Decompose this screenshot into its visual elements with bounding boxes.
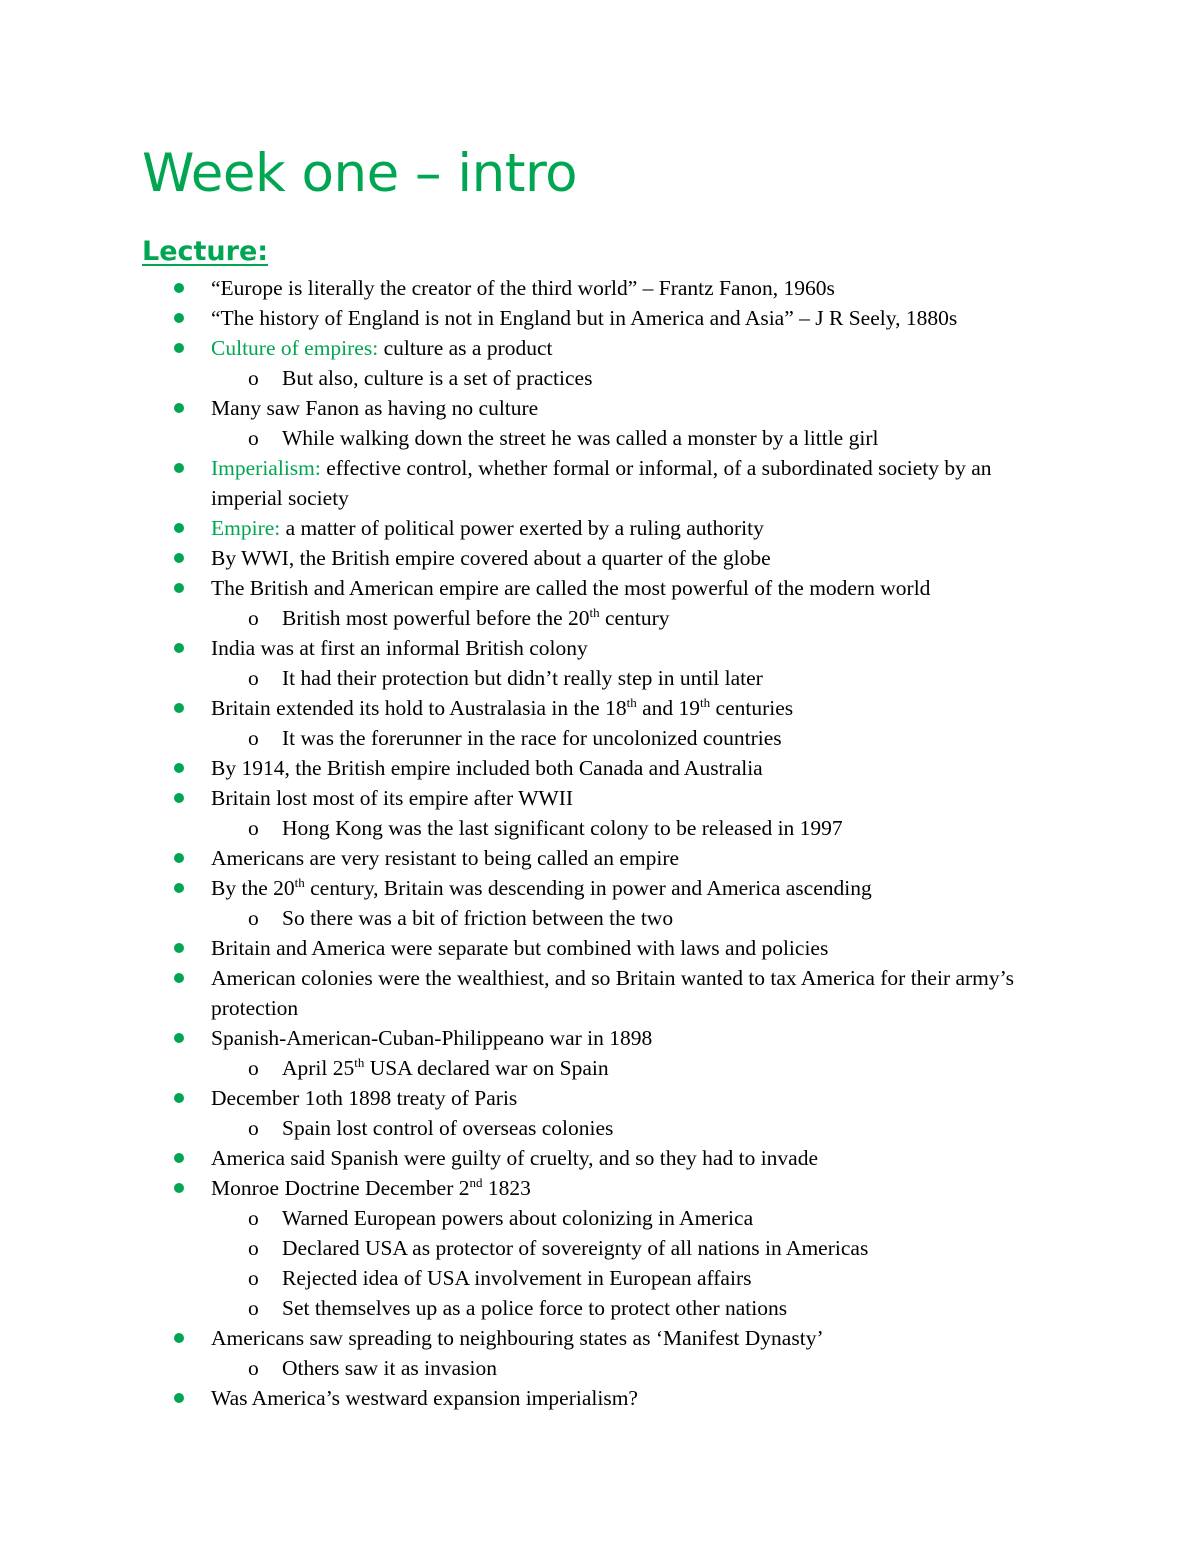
list-item-text xyxy=(282,816,843,840)
text-span: “The history of England is not in England but in America and Asia” – J R Seely, 1880s xyxy=(211,306,958,330)
bullet-dot-icon xyxy=(174,553,184,563)
text-span: Was America’s westward expansion imperialism? xyxy=(211,1386,638,1410)
text-span: 1823 xyxy=(482,1176,531,1200)
list-item-text xyxy=(282,666,763,690)
list-item xyxy=(0,783,1200,813)
sub-list-item xyxy=(0,423,1200,453)
ordinal-suffix: th xyxy=(589,604,600,620)
text-span: So there was a bit of friction between the two xyxy=(282,906,674,930)
list-item-text xyxy=(211,396,538,420)
text-span: Declared USA as protector of sovereignty of all nations in Americas xyxy=(282,1236,869,1260)
ordinal-suffix: th xyxy=(294,874,305,890)
page-title: Week one – intro xyxy=(142,143,578,204)
sub-list-item xyxy=(0,1263,1200,1293)
term-label: Culture of empires: xyxy=(211,336,379,360)
text-span: century, Britain was descending in power and America ascending xyxy=(304,876,872,900)
list-item-text xyxy=(211,1086,517,1110)
text-span: Many saw Fanon as having no culture xyxy=(211,396,539,420)
list-item-text xyxy=(282,1356,497,1380)
list-item-text xyxy=(282,1236,868,1260)
ordinal-suffix: th xyxy=(626,694,637,710)
text-span: While walking down the street he was called a monster by a little girl xyxy=(282,426,879,450)
bullet-dot-icon xyxy=(174,943,184,953)
lecture-notes-list xyxy=(0,273,1200,1413)
bullet-dot-icon xyxy=(174,1393,184,1403)
sub-bullet-icon: o xyxy=(248,1356,259,1380)
list-item-text xyxy=(282,1056,609,1080)
list-item-text xyxy=(211,1386,638,1410)
bullet-dot-icon xyxy=(174,1033,184,1043)
text-span: By the 20 xyxy=(211,876,295,900)
text-span: It was the forerunner in the race for uncolonized countries xyxy=(282,726,782,750)
list-item-text xyxy=(211,1326,824,1350)
sub-bullet-icon: o xyxy=(248,366,259,390)
text-span: Hong Kong was the last significant colony to be released in 1997 xyxy=(282,816,843,840)
list-item xyxy=(0,543,1200,573)
list-item-text xyxy=(282,906,673,930)
text-span: a matter of political power exerted by a ruling authority xyxy=(280,516,764,540)
list-item-text xyxy=(211,786,573,810)
text-span: April 25 xyxy=(282,1056,355,1080)
list-item-text xyxy=(211,306,957,330)
list-item xyxy=(0,963,1200,1023)
sub-list-item xyxy=(0,363,1200,393)
text-span: USA declared war on Spain xyxy=(364,1056,609,1080)
text-span: British most powerful before the 20 xyxy=(282,606,590,630)
bullet-dot-icon xyxy=(174,313,184,323)
sub-list-item xyxy=(0,723,1200,753)
sub-bullet-icon: o xyxy=(248,816,259,840)
text-span: Americans are very resistant to being called an empire xyxy=(211,846,680,870)
sub-bullet-icon: o xyxy=(248,1296,259,1320)
section-heading-lecture: Lecture: xyxy=(142,236,269,267)
list-item xyxy=(0,303,1200,333)
list-item xyxy=(0,753,1200,783)
sub-list-item xyxy=(0,663,1200,693)
list-item-text xyxy=(211,936,828,960)
sub-list-item xyxy=(0,813,1200,843)
list-item-text xyxy=(211,456,992,510)
bullet-dot-icon xyxy=(174,283,184,293)
sub-bullet-icon: o xyxy=(248,1266,259,1290)
list-item-text xyxy=(282,1266,751,1290)
bullet-dot-icon xyxy=(174,523,184,533)
text-span: It had their protection but didn’t really step in until later xyxy=(282,666,763,690)
text-span: effective control, whether formal or informal, of a subordinated society by an imperial society xyxy=(211,456,992,510)
sub-bullet-icon: o xyxy=(248,1056,259,1080)
text-span: Warned European powers about colonizing in America xyxy=(282,1206,754,1230)
list-item-text xyxy=(211,336,553,360)
bullet-dot-icon xyxy=(174,853,184,863)
sub-list-item xyxy=(0,1113,1200,1143)
sub-bullet-icon: o xyxy=(248,1116,259,1140)
bullet-dot-icon xyxy=(174,793,184,803)
text-span: Americans saw spreading to neighbouring states as ‘Manifest Dynasty’ xyxy=(211,1326,824,1350)
sub-list-item xyxy=(0,1203,1200,1233)
bullet-dot-icon xyxy=(174,763,184,773)
text-span: By 1914, the British empire included both Canada and Australia xyxy=(211,756,763,780)
list-item-text xyxy=(211,546,771,570)
bullet-dot-icon xyxy=(174,883,184,893)
list-item xyxy=(0,1143,1200,1173)
list-item-text xyxy=(282,606,669,630)
term-label: Empire: xyxy=(211,516,281,540)
list-item xyxy=(0,633,1200,663)
bullet-dot-icon xyxy=(174,643,184,653)
bullet-dot-icon xyxy=(174,1153,184,1163)
text-span: Spain lost control of overseas colonies xyxy=(282,1116,614,1140)
sub-bullet-icon: o xyxy=(248,906,259,930)
bullet-dot-icon xyxy=(174,1093,184,1103)
sub-bullet-icon: o xyxy=(248,666,259,690)
ordinal-suffix: th xyxy=(700,694,711,710)
ordinal-suffix: th xyxy=(354,1054,365,1070)
sub-bullet-icon: o xyxy=(248,726,259,750)
sub-bullet-icon: o xyxy=(248,426,259,450)
text-span: Others saw it as invasion xyxy=(282,1356,497,1380)
bullet-dot-icon xyxy=(174,343,184,353)
list-item xyxy=(0,453,1200,513)
text-span: culture as a product xyxy=(378,336,553,360)
sub-list-item xyxy=(0,1353,1200,1383)
list-item-text xyxy=(282,726,782,750)
list-item-text xyxy=(282,1116,613,1140)
list-item-text xyxy=(211,846,679,870)
bullet-dot-icon xyxy=(174,703,184,713)
sub-bullet-icon: o xyxy=(248,1206,259,1230)
list-item-text xyxy=(211,696,793,720)
list-item-text xyxy=(282,1296,787,1320)
text-span: Britain extended its hold to Australasia in the 18 xyxy=(211,696,627,720)
text-span: By WWI, the British empire covered about a quarter of the globe xyxy=(211,546,771,570)
list-item-text xyxy=(211,276,835,300)
text-span: Set themselves up as a police force to protect other nations xyxy=(282,1296,788,1320)
text-span: The British and American empire are called the most powerful of the modern world xyxy=(211,576,931,600)
text-span: Britain and America were separate but combined with laws and policies xyxy=(211,936,829,960)
bullet-dot-icon xyxy=(174,583,184,593)
text-span: “Europe is literally the creator of the third world” – Frantz Fanon, 1960s xyxy=(211,276,835,300)
ordinal-suffix: nd xyxy=(469,1174,483,1190)
text-span: India was at first an informal British colony xyxy=(211,636,588,660)
term-label: Imperialism: xyxy=(211,456,321,480)
text-span: century xyxy=(599,606,670,630)
list-item xyxy=(0,1383,1200,1413)
text-span: and 19 xyxy=(636,696,701,720)
list-item-text xyxy=(211,636,588,660)
list-item-text xyxy=(211,756,763,780)
text-span: American colonies were the wealthiest, and so Britain wanted to tax America for their army’s protection xyxy=(211,966,1014,1020)
list-item-text xyxy=(211,1176,531,1200)
list-item xyxy=(0,873,1200,903)
text-span: America said Spanish were guilty of cruelty, and so they had to invade xyxy=(211,1146,819,1170)
sub-list-item xyxy=(0,1233,1200,1263)
list-item xyxy=(0,1173,1200,1203)
text-span: But also, culture is a set of practices xyxy=(282,366,593,390)
bullet-dot-icon xyxy=(174,973,184,983)
list-item xyxy=(0,1023,1200,1053)
list-item-text xyxy=(282,426,878,450)
list-item-text xyxy=(211,876,872,900)
list-item-text xyxy=(211,966,1014,1020)
list-item-text xyxy=(211,1026,652,1050)
bullet-dot-icon xyxy=(174,1183,184,1193)
sub-list-item xyxy=(0,903,1200,933)
text-span: Britain lost most of its empire after WWII xyxy=(211,786,574,810)
list-item xyxy=(0,843,1200,873)
text-span: Rejected idea of USA involvement in European affairs xyxy=(282,1266,752,1290)
list-item-text xyxy=(211,516,764,540)
list-item xyxy=(0,933,1200,963)
list-item xyxy=(0,1323,1200,1353)
list-item xyxy=(0,393,1200,423)
bullet-dot-icon xyxy=(174,1333,184,1343)
list-item xyxy=(0,573,1200,603)
list-item xyxy=(0,273,1200,303)
sub-list-item xyxy=(0,1293,1200,1323)
list-item-text xyxy=(282,366,592,390)
text-span: December 1oth 1898 treaty of Paris xyxy=(211,1086,518,1110)
list-item xyxy=(0,693,1200,723)
sub-bullet-icon: o xyxy=(248,606,259,630)
list-item xyxy=(0,1083,1200,1113)
bullet-dot-icon xyxy=(174,403,184,413)
text-span: Monroe Doctrine December 2 xyxy=(211,1176,470,1200)
sub-bullet-icon: o xyxy=(248,1236,259,1260)
list-item xyxy=(0,333,1200,363)
list-item-text xyxy=(211,576,930,600)
text-span: centuries xyxy=(710,696,794,720)
sub-list-item xyxy=(0,1053,1200,1083)
bullet-dot-icon xyxy=(174,463,184,473)
text-span: Spanish-American-Cuban-Philippeano war in 1898 xyxy=(211,1026,653,1050)
list-item-text xyxy=(282,1206,753,1230)
list-item-text xyxy=(211,1146,818,1170)
list-item xyxy=(0,513,1200,543)
sub-list-item xyxy=(0,603,1200,633)
